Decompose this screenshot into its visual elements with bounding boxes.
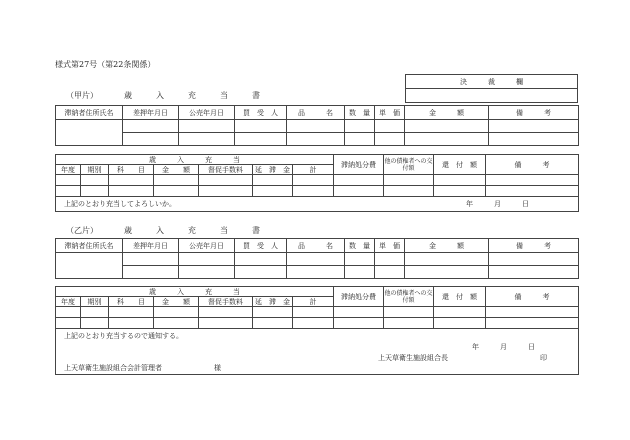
header-cell: 他の債権者への交付額 <box>384 287 434 307</box>
table-cell <box>56 120 123 146</box>
header-cell: 滞納処分費 <box>334 287 384 307</box>
table-cell <box>375 133 405 146</box>
header-cell: 還 付 額 <box>434 287 486 307</box>
header-cell: 単 価 <box>375 106 405 120</box>
section-a-footer-text: 上記のとおり充当してよろしいか。 <box>64 200 176 208</box>
footer-row <box>56 197 579 212</box>
header-cell: 備 考 <box>486 155 579 175</box>
section-b-date: 年 月 日 <box>472 343 535 351</box>
footer-row <box>56 329 579 375</box>
section-b-footer-text: 上記のとおり充当するので通知する。 <box>64 332 183 340</box>
table-row <box>56 266 579 279</box>
section-b-table-2 <box>55 286 579 375</box>
table-cell <box>405 133 489 146</box>
header-cell: 計 <box>293 165 334 175</box>
header-cell: 督促手数料 <box>199 297 253 307</box>
header-cell: 金 額 <box>154 165 199 175</box>
header-cell: 公売年月日 <box>179 239 235 253</box>
header-cell: 差押年月日 <box>123 106 179 120</box>
header-cell: 品 名 <box>287 239 345 253</box>
section-b-table-1-header <box>56 239 579 253</box>
section-b-recipient: 上天草衛生施設組合会計管理者 <box>64 364 162 372</box>
approval-box-space <box>406 89 578 103</box>
table-row <box>56 307 579 318</box>
header-cell: 備 考 <box>489 106 579 120</box>
header-cell: 期別 <box>81 165 109 175</box>
header-cell: 滞納処分費 <box>334 155 384 175</box>
header-cell: 買 受 人 <box>235 106 287 120</box>
section-b-sender: 上天草衛生施設組合長 <box>378 354 448 362</box>
table-cell <box>179 133 235 146</box>
table-row <box>56 253 579 266</box>
table-row <box>56 186 579 197</box>
header-cell: 年度 <box>56 297 81 307</box>
table-cell <box>179 120 235 133</box>
header-cell: 期別 <box>81 297 109 307</box>
header-cell: 延 滞 金 <box>253 297 293 307</box>
header-cell: 買 受 人 <box>235 239 287 253</box>
table-cell <box>287 133 345 146</box>
header-cell: 科 目 <box>109 297 154 307</box>
form-number: 様式第27号（第22条関係） <box>55 60 156 69</box>
header-cell: 品 名 <box>287 106 345 120</box>
table-cell <box>405 120 489 133</box>
group-header: 歳 入 充 当 <box>56 155 334 165</box>
header-cell: 年度 <box>56 165 81 175</box>
table-cell <box>489 120 579 133</box>
table-cell <box>123 133 179 146</box>
header-cell: 計 <box>293 297 334 307</box>
header-cell: 数 量 <box>345 106 375 120</box>
table-cell <box>489 133 579 146</box>
table-row <box>56 175 579 186</box>
header-cell: 金 額 <box>405 106 489 120</box>
section-a-table-1-header <box>56 106 579 120</box>
section-a-title: 歳 入 充 当 書 <box>124 91 260 100</box>
section-a-label: （甲片） <box>66 91 98 100</box>
approval-box-label: 決 裁 欄 <box>406 75 578 89</box>
approval-box <box>405 74 578 103</box>
table-row <box>56 120 579 133</box>
header-cell: 数 量 <box>345 239 375 253</box>
header-cell: 延 滞 金 <box>253 165 293 175</box>
footer-cell <box>56 329 579 375</box>
header-cell: 金 額 <box>405 239 489 253</box>
header-cell: 科 目 <box>109 165 154 175</box>
table-row <box>56 133 579 146</box>
table-row <box>56 318 579 329</box>
header-cell: 差押年月日 <box>123 239 179 253</box>
table-cell <box>375 120 405 133</box>
section-b-table-1 <box>55 238 579 279</box>
header-cell: 還 付 額 <box>434 155 486 175</box>
table-cell <box>235 133 287 146</box>
header-cell: 公売年月日 <box>179 106 235 120</box>
section-b-label: （乙片） <box>66 226 98 235</box>
section-a-table-2 <box>55 154 579 212</box>
group-header: 歳 入 充 当 <box>56 287 334 297</box>
header-cell: 金 額 <box>154 297 199 307</box>
header-cell: 単 価 <box>375 239 405 253</box>
table-cell <box>235 120 287 133</box>
header-cell: 滞納者住所氏名 <box>56 239 123 253</box>
table-cell <box>56 253 123 279</box>
table-cell <box>287 120 345 133</box>
footer-cell <box>56 197 579 212</box>
header-cell: 備 考 <box>486 287 579 307</box>
header-cell: 督促手数料 <box>199 165 253 175</box>
section-b-honorific: 様 <box>214 364 221 372</box>
header-cell: 滞納者住所氏名 <box>56 106 123 120</box>
table-cell <box>123 120 179 133</box>
table-cell <box>345 120 375 133</box>
section-b-seal: 印 <box>540 354 547 362</box>
section-b-title: 歳 入 充 当 書 <box>124 226 260 235</box>
header-cell: 他の債権者への交付額 <box>384 155 434 175</box>
table-cell <box>345 133 375 146</box>
section-a-date: 年 月 日 <box>466 200 529 208</box>
header-cell: 備 考 <box>489 239 579 253</box>
section-a-table-1 <box>55 105 579 146</box>
